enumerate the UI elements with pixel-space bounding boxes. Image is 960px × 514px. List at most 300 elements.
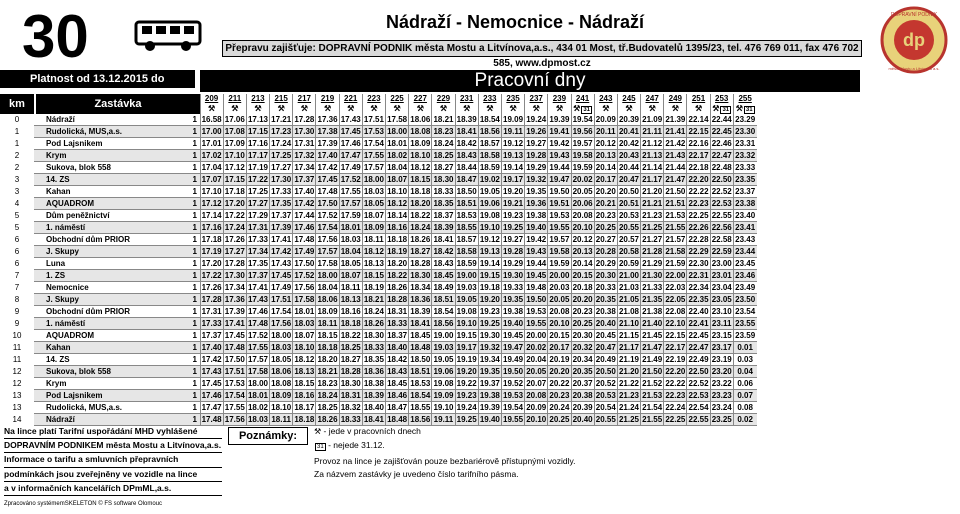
departure-time: 17.48	[317, 187, 338, 196]
departure-time: 20.07	[526, 379, 547, 388]
departure-time: 22.45	[688, 331, 709, 340]
table-row	[0, 378, 757, 390]
trip-number: 239	[548, 94, 571, 104]
departure-time: 17.36	[224, 295, 245, 304]
departure-time: 17.09	[224, 139, 245, 148]
departure-time: 19.17	[456, 343, 477, 352]
departure-time: 18.35	[433, 199, 454, 208]
departure-time: 20.14	[595, 163, 616, 172]
trip-number: 247	[641, 94, 664, 104]
departure-time: 17.32	[294, 151, 315, 160]
hammer-icon: ⚒	[323, 104, 332, 113]
departure-time: 19.09	[433, 391, 454, 400]
departure-time: 23.01	[711, 271, 732, 280]
km-cell: 8	[14, 295, 20, 304]
trip-number: 255	[733, 94, 756, 104]
stop-name: Luna	[34, 258, 190, 270]
km-cell: 0	[14, 115, 20, 125]
departure-time: 22.16	[688, 139, 709, 148]
departure-time: 18.51	[456, 199, 477, 208]
departure-time: 19.38	[526, 211, 547, 220]
departure-time: 18.23	[433, 127, 454, 136]
departure-time: 19.27	[503, 235, 524, 244]
trip-symbol	[664, 104, 687, 114]
departure-time: 18.14	[387, 211, 408, 220]
departure-time: 17.20	[201, 259, 222, 268]
bus-icon	[132, 4, 204, 64]
departure-time: 17.52	[340, 175, 361, 184]
table-row	[0, 198, 757, 210]
departure-time: 18.42	[387, 355, 408, 364]
departure-time: 18.07	[340, 271, 361, 280]
departure-time: 23.46	[735, 271, 756, 280]
trip-number: 215	[270, 94, 293, 104]
departure-time: 23.30	[735, 127, 756, 136]
departure-time: 23.54	[735, 307, 756, 316]
hammer-icon: ⚒	[231, 104, 239, 113]
table-row	[0, 282, 757, 294]
departure-time: 21.17	[642, 175, 663, 184]
departure-time: 19.54	[572, 115, 593, 124]
km-cell: 2	[14, 151, 20, 160]
km-cell: 9	[14, 307, 20, 316]
departure-time: 17.20	[224, 199, 245, 208]
departure-time: 18.43	[433, 259, 454, 268]
departure-time: 19.08	[456, 307, 477, 316]
departure-time: 18.59	[456, 259, 477, 268]
tariff-info-line: podmínkách jsou zveřejněny ve vozidle na lince	[4, 468, 222, 482]
departure-time: 20.04	[526, 355, 547, 364]
departure-time: 21.42	[665, 139, 686, 148]
departure-time: 17.16	[247, 139, 268, 148]
departure-time: 17.43	[271, 259, 292, 268]
stop-name: Nemocnice	[34, 282, 190, 294]
departure-time: 0.02	[733, 414, 756, 426]
departure-time: 18.31	[340, 391, 361, 400]
departure-time: 18.00	[247, 379, 268, 388]
departure-time: 20.35	[595, 295, 616, 304]
departure-time: 19.10	[456, 319, 477, 328]
departure-time: 19.59	[572, 163, 593, 172]
departure-time: 22.15	[665, 331, 686, 340]
departure-time: 18.47	[387, 403, 408, 412]
departure-time: 18.39	[456, 115, 477, 124]
hammer-icon: ⚒	[370, 104, 378, 113]
departure-time: 18.15	[294, 379, 315, 388]
departure-time: 18.20	[387, 259, 408, 268]
hammer-icon: ⚒	[463, 104, 471, 113]
departure-time: 23.32	[735, 151, 756, 160]
departure-time: 21.05	[618, 295, 639, 304]
departure-time: 22.17	[688, 151, 709, 160]
departure-time: 19.20	[503, 187, 524, 196]
departure-time: 18.48	[387, 415, 408, 424]
departure-time: 17.54	[271, 307, 292, 316]
departure-time: 19.57	[572, 139, 593, 148]
departure-time: 17.43	[340, 115, 361, 124]
departure-time: 18.18	[387, 235, 408, 244]
stop-name: 14. ZS	[34, 174, 190, 186]
departure-time: 17.18	[201, 235, 222, 244]
departure-time: 18.56	[479, 127, 500, 136]
departure-time: 17.15	[224, 175, 245, 184]
departure-time: 22.46	[711, 139, 732, 148]
departure-time: 17.31	[294, 139, 315, 148]
departure-time: 23.25	[711, 415, 732, 424]
departure-time: 19.47	[503, 343, 524, 352]
hammer-note: - jede v pracovních dnech	[323, 426, 421, 436]
departure-time: 19.24	[456, 403, 477, 412]
departure-time: 17.10	[224, 151, 245, 160]
departure-time: 18.24	[317, 391, 338, 400]
departure-time: 17.43	[201, 367, 222, 376]
departure-time: 21.53	[642, 391, 663, 400]
departure-time: 17.55	[363, 151, 384, 160]
departure-time: 21.59	[665, 259, 686, 268]
departure-time: 23.45	[735, 259, 756, 268]
departure-time: 21.10	[618, 319, 639, 328]
departure-time: 17.55	[340, 187, 361, 196]
departure-time: 17.00	[201, 127, 222, 136]
departure-time: 18.11	[317, 319, 338, 328]
departure-time: 17.54	[224, 391, 245, 400]
hammer-icon: ⚒	[254, 104, 262, 113]
departure-time: 19.43	[526, 247, 547, 256]
departure-time: 21.50	[665, 187, 686, 196]
departure-time: 22.48	[711, 163, 732, 172]
departure-time: 19.15	[479, 271, 500, 280]
departure-time: 20.43	[618, 151, 639, 160]
departure-time: 21.00	[618, 271, 639, 280]
departure-time: 17.44	[294, 211, 315, 220]
departure-time: 22.20	[688, 175, 709, 184]
departure-time: 20.17	[595, 175, 616, 184]
hammer-icon: ⚒	[573, 104, 581, 113]
km-cell: 12	[12, 367, 22, 376]
departure-time: 19.14	[503, 163, 524, 172]
hammer-icon: ⚒	[393, 104, 401, 113]
departure-time: 17.31	[247, 223, 268, 232]
departure-time: 21.12	[642, 139, 663, 148]
departure-time: 21.29	[642, 259, 663, 268]
departure-time: 19.22	[456, 379, 477, 388]
departure-time: 17.53	[224, 379, 245, 388]
hammer-icon: ⚒	[735, 104, 743, 113]
trip-symbol	[501, 104, 524, 114]
departure-time: 20.14	[572, 259, 593, 268]
departure-time: 19.51	[549, 199, 570, 208]
departure-time: 17.24	[271, 139, 292, 148]
departure-time: 18.12	[410, 163, 431, 172]
departure-time: 22.47	[688, 343, 709, 352]
departure-time: 20.08	[549, 307, 570, 316]
table-row	[0, 162, 757, 174]
departure-time: 18.33	[433, 187, 454, 196]
departure-time: 19.13	[503, 151, 524, 160]
departure-time: 22.26	[688, 223, 709, 232]
departure-time: 17.49	[340, 163, 361, 172]
departure-time: 17.45	[317, 175, 338, 184]
departure-time: 18.18	[410, 187, 431, 196]
departure-time: 17.49	[271, 283, 292, 292]
departure-time: 18.09	[317, 307, 338, 316]
departure-time: 23.15	[711, 331, 732, 340]
departure-time: 23.04	[711, 283, 732, 292]
departure-time: 17.48	[247, 319, 268, 328]
tariff-zone: 1	[190, 330, 200, 342]
departure-time: 17.18	[224, 187, 245, 196]
departure-time: 17.19	[201, 247, 222, 256]
hammer-icon: ⚒	[712, 104, 720, 113]
departure-time: 20.42	[618, 139, 639, 148]
departure-time: 20.21	[595, 199, 616, 208]
departure-time: 19.08	[479, 211, 500, 220]
departure-time: 17.52	[294, 271, 315, 280]
departure-time: 17.34	[294, 163, 315, 172]
departure-time: 19.18	[479, 283, 500, 292]
trip-symbol	[432, 104, 455, 114]
departure-time: 20.12	[572, 235, 593, 244]
departure-time: 19.23	[503, 211, 524, 220]
departure-time: 20.37	[572, 379, 593, 388]
departure-time: 0.01	[733, 342, 756, 354]
departure-time: 18.20	[410, 199, 431, 208]
tariff-zone: 1	[190, 150, 200, 162]
departure-time: 18.25	[340, 343, 361, 352]
day31-note: - nejede 31.12.	[328, 439, 385, 450]
departure-time: 18.37	[387, 331, 408, 340]
departure-time: 19.03	[456, 283, 477, 292]
departure-time: 17.37	[294, 175, 315, 184]
departure-time: 21.49	[642, 355, 663, 364]
departure-time: 18.46	[387, 391, 408, 400]
departure-time: 22.47	[711, 151, 732, 160]
departure-time: 20.38	[572, 391, 593, 400]
departure-time: 18.53	[456, 211, 477, 220]
departure-time: 22.31	[688, 271, 709, 280]
departure-time: 18.28	[410, 259, 431, 268]
route-title: Nádraží - Nemocnice - Nádraží	[385, 12, 645, 32]
departure-time: 17.48	[201, 415, 222, 424]
departure-time: 18.09	[410, 139, 431, 148]
km-cell: 14	[12, 415, 22, 424]
trip-symbol	[571, 104, 594, 114]
table-row	[0, 270, 757, 282]
departure-time: 23.38	[735, 199, 756, 208]
departure-time: 23.41	[735, 223, 756, 232]
departure-time: 18.15	[363, 271, 384, 280]
departure-time: 20.09	[595, 115, 616, 124]
departure-time: 18.03	[294, 319, 315, 328]
stop-name: 14. ZS	[34, 354, 190, 366]
departure-time: 18.41	[363, 415, 384, 424]
departure-time: 22.14	[688, 115, 709, 124]
departure-time: 20.34	[572, 355, 593, 364]
km-cell: 10	[12, 331, 22, 340]
departure-time: 19.49	[503, 355, 524, 364]
departure-time: 18.18	[340, 319, 361, 328]
departure-time: 23.33	[735, 163, 756, 172]
departure-time: 19.40	[503, 319, 524, 328]
trip-number: 253	[710, 94, 733, 104]
departure-time: 19.23	[479, 307, 500, 316]
departure-time: 17.43	[247, 295, 268, 304]
departure-time: 17.23	[271, 127, 292, 136]
departure-time: 18.22	[340, 331, 361, 340]
departure-time: 22.05	[665, 295, 686, 304]
departure-time: 17.58	[247, 367, 268, 376]
trip-symbol	[246, 104, 269, 114]
departure-time: 18.16	[340, 307, 361, 316]
departure-time: 17.42	[271, 247, 292, 256]
departure-time: 18.10	[387, 187, 408, 196]
stop-name: Rudolická, MUS,a.s.	[34, 402, 190, 414]
departure-time: 18.26	[317, 415, 338, 424]
departure-time: 19.03	[433, 343, 454, 352]
stop-name: AQUADROM	[34, 330, 190, 342]
km-cell: 5	[14, 211, 20, 220]
departure-time: 17.22	[201, 271, 222, 280]
trip-number: 231	[455, 94, 478, 104]
departure-time: 21.28	[642, 247, 663, 256]
departure-time: 18.30	[433, 175, 454, 184]
departure-time: 18.50	[456, 187, 477, 196]
km-cell: 7	[14, 271, 20, 280]
departure-time: 20.09	[526, 403, 547, 412]
tariff-zone: 1	[190, 342, 200, 354]
departure-time: 18.03	[340, 235, 361, 244]
departure-time: 18.06	[410, 115, 431, 124]
departure-time: 18.28	[340, 367, 361, 376]
departure-time: 20.15	[549, 331, 570, 340]
departure-time: 18.02	[247, 403, 268, 412]
trip-symbol	[525, 104, 548, 114]
departure-time: 17.58	[294, 295, 315, 304]
departure-time: 19.44	[549, 163, 570, 172]
departure-time: 21.45	[642, 331, 663, 340]
departure-time: 20.50	[595, 367, 616, 376]
departure-time: 19.25	[479, 319, 500, 328]
departure-time: 19.24	[526, 115, 547, 124]
table-row	[0, 342, 757, 354]
hammer-icon: ⚒	[509, 104, 517, 113]
departure-time: 18.58	[479, 151, 500, 160]
departure-time: 17.45	[201, 379, 222, 388]
departure-time: 17.40	[294, 187, 315, 196]
departure-time: 18.58	[456, 247, 477, 256]
departure-time: 17.01	[201, 139, 222, 148]
departure-time: 18.19	[387, 247, 408, 256]
departure-time: 17.37	[201, 331, 222, 340]
km-cell: 11	[12, 355, 22, 364]
departure-time: 18.07	[294, 331, 315, 340]
trip-symbol	[362, 104, 385, 114]
trip-number: 243	[594, 94, 617, 104]
departure-time: 23.40	[735, 211, 756, 220]
departure-time: 19.11	[503, 127, 523, 136]
departure-time: 18.01	[294, 307, 315, 316]
departure-time: 19.56	[572, 127, 593, 136]
departure-time: 22.53	[688, 391, 709, 400]
departure-time: 18.25	[433, 151, 454, 160]
stop-name: Obchodní dům PRIOR	[34, 306, 190, 318]
departure-time: 18.44	[456, 163, 477, 172]
stop-name: Sukova, blok 558	[34, 162, 190, 174]
departure-time: 20.15	[572, 271, 593, 280]
departure-time: 20.19	[549, 355, 570, 364]
departure-time: 17.42	[201, 355, 222, 364]
departure-time: 19.37	[479, 379, 500, 388]
trip-symbol	[409, 104, 432, 114]
departure-time: 22.19	[665, 355, 686, 364]
trip-symbol	[455, 104, 478, 114]
stop-name: Pod Lajsnikem	[34, 390, 190, 402]
departure-time: 20.11	[595, 127, 616, 136]
departure-time: 17.26	[201, 283, 222, 292]
hammer-icon: ⚒	[602, 104, 610, 113]
departure-time: 18.47	[456, 175, 477, 184]
trip-symbol	[223, 104, 246, 114]
tariff-info-line: Na lince platí Tarifní uspořádání MHD vyhlášené	[4, 425, 222, 439]
table-row	[0, 402, 757, 414]
departure-time: 22.50	[688, 367, 709, 376]
departure-time: 21.13	[642, 151, 663, 160]
departure-time: 22.28	[688, 235, 709, 244]
km-header: km	[0, 94, 34, 114]
departure-time: 18.45	[410, 331, 431, 340]
departure-time: 19.44	[526, 259, 547, 268]
departure-time: 21.33	[642, 283, 663, 292]
departure-time: 18.39	[410, 307, 431, 316]
departure-time: 20.39	[572, 403, 593, 412]
departure-time: 19.32	[479, 343, 500, 352]
departure-time: 18.51	[410, 367, 431, 376]
departure-time: 18.21	[363, 295, 384, 304]
departure-time: 17.17	[247, 151, 268, 160]
km-cell: 2	[14, 163, 20, 172]
departure-time: 19.06	[433, 367, 454, 376]
departure-time: 20.20	[572, 295, 593, 304]
departure-time: 21.50	[642, 367, 663, 376]
departure-time: 18.41	[410, 319, 431, 328]
departure-time: 21.08	[618, 307, 639, 316]
departure-time: 22.50	[711, 175, 732, 184]
departure-time: 19.12	[479, 235, 500, 244]
departure-time: 17.33	[247, 235, 268, 244]
departure-time: 17.52	[247, 331, 268, 340]
stop-name: Nádraží	[34, 114, 190, 126]
departure-time: 18.39	[433, 223, 454, 232]
tariff-zone: 1	[190, 390, 200, 402]
departure-time: 17.47	[201, 403, 222, 412]
day-type-banner: Pracovní dny	[200, 70, 860, 92]
departure-time: 19.43	[549, 151, 570, 160]
departure-time: 19.29	[503, 259, 524, 268]
departure-time: 0.06	[733, 378, 756, 390]
departure-time: 17.41	[224, 319, 245, 328]
departure-time: 17.56	[271, 319, 292, 328]
hammer-icon: ⚒	[671, 104, 679, 113]
departure-time: 18.55	[410, 403, 431, 412]
departure-time: 18.10	[271, 403, 292, 412]
departure-time: 18.16	[294, 391, 315, 400]
departure-time: 22.25	[688, 211, 709, 220]
departure-time: 23.55	[735, 319, 756, 328]
departure-time: 17.57	[340, 199, 361, 208]
trip-symbol	[687, 104, 710, 114]
departure-time: 18.36	[363, 367, 384, 376]
table-row	[0, 186, 757, 198]
